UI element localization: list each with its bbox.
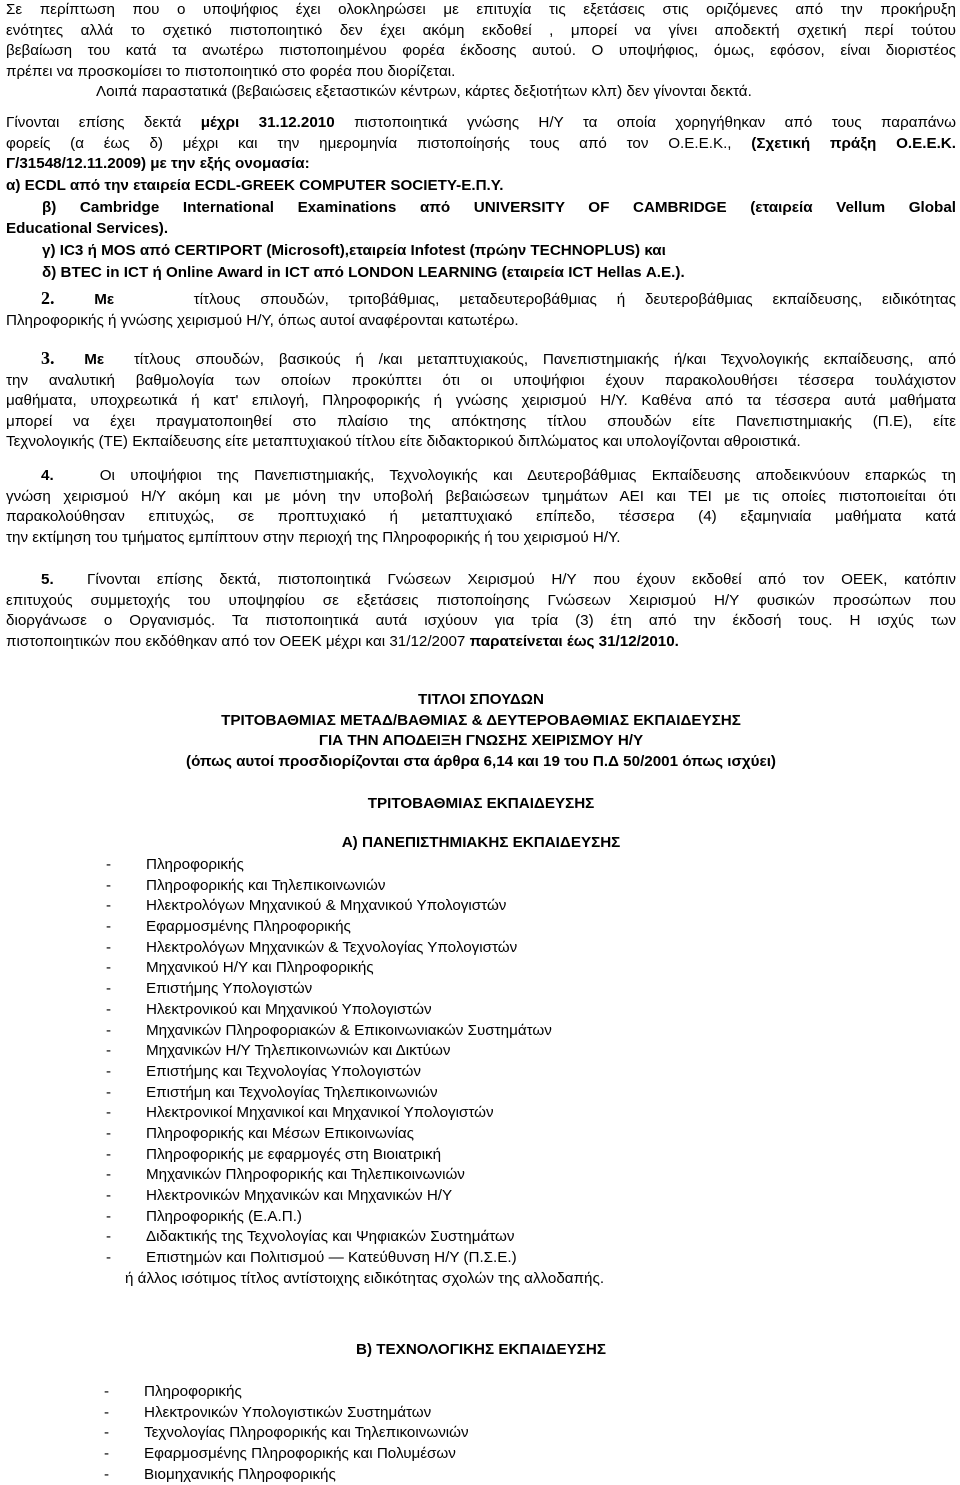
paragraph-line bbox=[6, 570, 956, 591]
list-bullet: - bbox=[104, 1445, 110, 1463]
list-item bbox=[6, 958, 956, 979]
list-item bbox=[6, 1000, 956, 1021]
intro-line: βεβαίωση του κατά τα ανωτέρω πιστοποιημένου φορέα έκδοσης αυτού. Ο υποψήφιος, όμως, εφόσον, είναι διοριστέος bbox=[6, 42, 956, 60]
paragraph-line: μαθήματα, υποχρεωτικά ή κατ' επιλογή, Πληροφορικής ή γνώσης χειρισμού Η/Υ. Καθένα από τα τέσσερα αυτά μαθήματα bbox=[6, 392, 956, 410]
list-item bbox=[6, 1227, 956, 1248]
list-bullet: - bbox=[106, 1104, 112, 1122]
intro-line: ενότητες αλλά το σχετικό πιστοποιητικό δεν έχει ακόμη εκδοθεί , μπορεί να γίνει αποδεκτή σχετική περί τούτου bbox=[6, 21, 956, 39]
paragraph-line: γνώση χειρισμού Η/Υ ακόμη και με μόνη την υποβολή βεβαιώσεων τμημάτων ΑΕΙ και ΤΕΙ με τις οποίες πιστοποιείται ότι bbox=[6, 487, 956, 505]
list-item-label: Εφαρμοσμένης Πληροφορικής bbox=[146, 918, 351, 936]
accepted-line bbox=[6, 134, 956, 155]
list-item-label: Βιομηχανικής Πληροφορικής bbox=[144, 1465, 336, 1483]
list-item bbox=[6, 1041, 956, 1062]
list-item-label: Τεχνολογίας Πληροφορικής και Τηλεπικοινωνιών bbox=[144, 1424, 469, 1442]
paragraph-text: Οι υποψήφιοι της Πανεπιστημιακής, Τεχνολογικής και Δευτεροβάθμιας Εκπαίδευσης αποδεικνύουν επαρκώς τη bbox=[99, 467, 956, 484]
paragraph-2 bbox=[6, 288, 956, 331]
list-item bbox=[6, 1248, 956, 1269]
list-item-label: Επιστήμη και Τεχνολογίας Τηλεπικοινωνιών bbox=[146, 1083, 438, 1101]
paragraph-number: 5. bbox=[41, 571, 54, 588]
list-item bbox=[6, 1382, 956, 1403]
list-bullet: - bbox=[106, 1187, 112, 1204]
list-item bbox=[6, 1444, 956, 1465]
list-item-label: Ηλεκτρονικού και Μηχανικού Υπολογιστών bbox=[146, 1000, 432, 1018]
list-item-label: Ηλεκτρονικών Μηχανικών και Μηχανικών Η/Υ bbox=[146, 1187, 453, 1204]
list-item-label: Μηχανικού Η/Υ και Πληροφορικής bbox=[146, 959, 374, 977]
list-bullet: - bbox=[104, 1424, 110, 1442]
intro-line: πρέπει να προσκομίσει το πιστοποιητικό στο φορέα που διορίζεται. bbox=[6, 62, 456, 80]
paragraph-lead: Με bbox=[84, 351, 105, 368]
list-item bbox=[6, 1083, 956, 1104]
list-bullet: - bbox=[106, 1228, 112, 1246]
paragraph-text: τίτλους σπουδών, τριτοβάθμιας, μεταδευτεροβάθμιας ή δευτεροβάθμιας εκπαίδευσης, ειδικότητας bbox=[193, 291, 956, 308]
list-item-label: Επιστημών και Πολιτισμού — Κατεύθυνση Η/Υ (Π.Σ.Ε.) bbox=[146, 1249, 517, 1267]
paragraph-5 bbox=[6, 570, 956, 652]
list-item-label: Πληροφορικής με εφαρμογές στη Βιοιατρική bbox=[146, 1145, 442, 1163]
paragraph-line: παρακολούθησαν επιτυχώς, σε προπτυχιακό ή μεταπτυχιακό επίπεδο, τέσσερα (4) εξαμηνιαία μαθήματα κατά bbox=[6, 508, 956, 526]
list-bullet: - bbox=[106, 1021, 112, 1039]
list-bullet: - bbox=[106, 1166, 112, 1184]
list-item-label: Επιστήμης Υπολογιστών bbox=[146, 980, 313, 998]
list-bullet: - bbox=[106, 1124, 112, 1142]
list-item bbox=[6, 876, 956, 897]
list-item bbox=[6, 896, 956, 917]
heading-line: ΤΙΤΛΟΙ ΣΠΟΥΔΩΝ bbox=[418, 691, 544, 708]
paragraph-text: Γίνονται επίσης δεκτά, πιστοποιητικά Γνώσεων Χειρισμού Η/Υ που έχουν εκδοθεί από τον ΟΕΕΚ, κατόπιν bbox=[86, 571, 956, 588]
paragraph-lead: Με bbox=[94, 291, 115, 308]
accepted-text: πιστοποιητικά γνώσης Η/Υ τα οποία χορηγήθηκαν από τους παραπάνω bbox=[334, 114, 956, 131]
paragraph-line: την εκτίμηση του τμήματος εμπίπτουν στην περιοχή της Πληροφορικής ή του χειρισμού Η/Υ. bbox=[6, 528, 621, 546]
list-item-label: Ηλεκτρολόγων Μηχανικού & Μηχανικού Υπολογιστών bbox=[146, 897, 507, 915]
accepted-item-d: δ) BTEC in ICT ή Online Award in ICT από LONDON LEARNING (εταιρεία ICT Hellas Α.Ε.). bbox=[42, 264, 685, 282]
heading-line: (όπως αυτοί προσδιορίζονται στα άρθρα 6,14 και 19 του Π.Δ 50/2001 όπως ισχύει) bbox=[186, 752, 776, 770]
list-item bbox=[6, 1103, 956, 1124]
paragraph-line: διοργάνωσε ο Οργανισμός. Τα πιστοποιητικά αυτά ισχύουν για τρία (3) έτη από την έκδοσή τους. Η ισχύς των bbox=[6, 612, 956, 630]
list-item-label: Μηχανικών Η/Υ Τηλεπικοινωνιών και Δικτύων bbox=[146, 1042, 451, 1060]
accepted-ref: (Σχετική πράξη Ο.Ε.Ε.Κ. bbox=[751, 134, 956, 152]
list-item-label: Πληροφορικής bbox=[146, 856, 244, 873]
heading-line: ΓΙΑ ΤΗΝ ΑΠΟΔΕΙΞΗ ΓΝΩΣΗΣ ΧΕΙΡΙΣΜΟΥ Η/Υ bbox=[318, 732, 644, 750]
list-item bbox=[6, 855, 956, 876]
paragraph-line: Τεχνολογικής (ΤΕ) Εκπαίδευσης είτε μεταπτυχιακού τίτλου είτε διδακτορικού διπλώματος και υπολογίζονται αθροιστικά. bbox=[6, 433, 801, 451]
paragraph-text: τίτλους σπουδών, βασικούς ή /και μεταπτυχιακούς, Πανεπιστημιακής ή/και Τεχνολογικής εκπαίδευσης, από bbox=[133, 351, 956, 368]
list-item-label: Εφαρμοσμένης Πληροφορικής και Πολυμέσων bbox=[144, 1445, 456, 1463]
intro-line: Λοιπά παραστατικά (βεβαιώσεις εξεταστικών κέντρων, κάρτες δεξιοτήτων κλπ) δεν γίνονται δεκτά. bbox=[96, 83, 752, 101]
list-bullet: - bbox=[106, 1083, 112, 1101]
list-item-label: Ηλεκτρολόγων Μηχανικών & Τεχνολογίας Υπολογιστών bbox=[146, 938, 518, 956]
list-bullet: - bbox=[106, 959, 112, 977]
list-item bbox=[6, 1423, 956, 1444]
list-bullet: - bbox=[106, 980, 112, 998]
accepted-item-a: α) ECDL από την εταιρεία ECDL-GREEK COMPUTER SOCIETY-Ε.Π.Υ. bbox=[6, 176, 504, 194]
list-bullet: - bbox=[106, 1207, 112, 1225]
heading-line: ΤΡΙΤΟΒΑΘΜΙΑΣ ΜΕΤΑΔ/ΒΑΘΜΙΑΣ & ΔΕΥΤΕΡΟΒΑΘΜΙΑΣ ΕΚΠΑΙΔΕΥΣΗΣ bbox=[221, 711, 741, 729]
list-bullet: - bbox=[106, 1042, 112, 1060]
paragraph-text: πιστοποιητικών που εκδόθηκαν από τον ΟΕΕΚ μέχρι και 31/12/2007 bbox=[6, 632, 470, 650]
list-item-label: Πληροφορικής και Μέσων Επικοινωνίας bbox=[146, 1124, 414, 1142]
technological-degree-list bbox=[6, 1382, 956, 1485]
paragraph-3 bbox=[6, 348, 956, 453]
list-bullet: - bbox=[106, 876, 112, 894]
paragraph-number: 4. bbox=[41, 467, 54, 484]
list-bullet: - bbox=[106, 1249, 112, 1267]
paragraph-line: μπορεί να έχει πραγματοποιηθεί στο πλαίσιο της απόκτησης τίτλου σπουδών είτε Πανεπιστημιακής (Π.Ε), είτε bbox=[6, 412, 956, 430]
list-item-label: Ηλεκτρονικοί Μηχανικοί και Μηχανικοί Υπολογιστών bbox=[146, 1104, 494, 1122]
list-item-label: Μηχανικών Πληροφοριακών & Επικοινωνιακών Συστημάτων bbox=[146, 1021, 552, 1039]
university-list-footer: ή άλλος ισότιμος τίτλος αντίστοιχης ειδικότητας σχολών της αλλοδαπής. bbox=[125, 1270, 605, 1287]
intro-line: Σε περίπτωση που ο υποψήφιος έχει ολοκληρώσει με επιτυχία τις εξετάσεις στις οριζόμενες από την προκήρυξη bbox=[6, 1, 956, 18]
university-degree-list bbox=[6, 855, 956, 1269]
list-item-label: Πληροφορικής (Ε.Α.Π.) bbox=[146, 1207, 302, 1225]
list-item bbox=[6, 917, 956, 938]
paragraph-number: 3. bbox=[41, 348, 55, 368]
list-bullet: - bbox=[106, 897, 112, 915]
list-item bbox=[6, 1124, 956, 1145]
accepted-text: Γίνονται επίσης δεκτά bbox=[6, 114, 201, 131]
technological-heading: Β) ΤΕΧΝΟΛΟΓΙΚΗΣ ΕΚΠΑΙΔΕΥΣΗΣ bbox=[356, 1341, 606, 1358]
accepted-item-b: β) Cambridge International Examinations από UNIVERSITY OF CAMBRIDGE (εταιρεία Vellum Global bbox=[42, 199, 956, 217]
list-bullet: - bbox=[106, 856, 112, 873]
accepted-certificates bbox=[6, 113, 956, 284]
accepted-line bbox=[6, 113, 956, 134]
list-item bbox=[6, 1403, 956, 1424]
list-item bbox=[6, 1062, 956, 1083]
titles-heading bbox=[6, 690, 956, 772]
list-bullet: - bbox=[104, 1465, 110, 1483]
list-item-label: Επιστήμης και Τεχνολογίας Υπολογιστών bbox=[146, 1062, 421, 1080]
paragraph-line bbox=[6, 348, 956, 371]
paragraph-line: Πληροφορικής ή γνώσης χειρισμού Η/Υ, όπως αυτοί αναφέρονται κατωτέρω. bbox=[6, 311, 519, 329]
accepted-item-b-cont: Educational Services). bbox=[6, 219, 169, 237]
list-item-label: Ηλεκτρονικών Υπολογιστικών Συστημάτων bbox=[144, 1403, 432, 1421]
paragraph-line bbox=[6, 632, 956, 653]
list-item-label: Μηχανικών Πληροφορικής και Τηλεπικοινωνιών bbox=[146, 1166, 465, 1184]
university-heading: Α) ΠΑΝΕΠΙΣΤΗΜΙΑΚΗΣ ΕΚΠΑΙΔΕΥΣΗΣ bbox=[341, 834, 621, 851]
paragraph-number: 2. bbox=[41, 288, 55, 308]
list-bullet: - bbox=[104, 1403, 110, 1421]
list-item bbox=[6, 1165, 956, 1186]
list-item bbox=[6, 1186, 956, 1207]
list-bullet: - bbox=[106, 1062, 112, 1080]
paragraph-4 bbox=[6, 466, 956, 548]
accepted-item-c: γ) IC3 ή MOS από CERTIPORT (Microsoft),εταιρεία Infotest (πρώην TECHNOPLUS) και bbox=[42, 241, 666, 259]
list-bullet: - bbox=[106, 918, 112, 936]
list-item bbox=[6, 979, 956, 1000]
list-item bbox=[6, 1145, 956, 1166]
paragraph-line bbox=[6, 466, 956, 487]
intro-paragraph bbox=[6, 0, 956, 103]
list-item-label: Διδακτικής της Τεχνολογίας και Ψηφιακών Συστημάτων bbox=[146, 1228, 515, 1246]
list-bullet: - bbox=[106, 1145, 112, 1163]
tertiary-heading: ΤΡΙΤΟΒΑΘΜΙΑΣ ΕΚΠΑΙΔΕΥΣΗΣ bbox=[367, 795, 595, 812]
list-item bbox=[6, 1465, 956, 1485]
list-bullet: - bbox=[106, 1000, 112, 1018]
accepted-text: φορείς (α έως δ) μέχρι και την ημερομηνία πιστοποίησής τους από τον Ο.Ε.Ε.Κ., bbox=[6, 134, 752, 152]
list-item-label: Πληροφορικής bbox=[144, 1383, 242, 1400]
list-item bbox=[6, 1207, 956, 1228]
accepted-line: Γ/31548/12.11.2009) με την εξής ονομασία: bbox=[6, 155, 310, 173]
paragraph-deadline: παρατείνεται έως 31/12/2010. bbox=[469, 632, 679, 650]
list-item bbox=[6, 1021, 956, 1042]
paragraph-line bbox=[6, 288, 956, 311]
list-bullet: - bbox=[106, 938, 112, 956]
accepted-deadline: μέχρι 31.12.2010 bbox=[200, 114, 335, 131]
list-bullet: - bbox=[104, 1383, 110, 1400]
paragraph-line: την αναλυτική βαθμολογία των οποίων προκύπτει ότι οι υποψήφιοι έχουν παρακολουθήσει τέσσερα τουλάχιστον bbox=[6, 371, 956, 389]
list-item bbox=[6, 938, 956, 959]
paragraph-line: επιτυχούς συμμετοχής του υποψηφίου σε εξετάσεις πιστοποίησης Γνώσεων Χειρισμού Η/Υ φυσικών προσώπων που bbox=[6, 591, 956, 609]
list-item-label: Πληροφορικής και Τηλεπικοινωνιών bbox=[146, 876, 386, 894]
